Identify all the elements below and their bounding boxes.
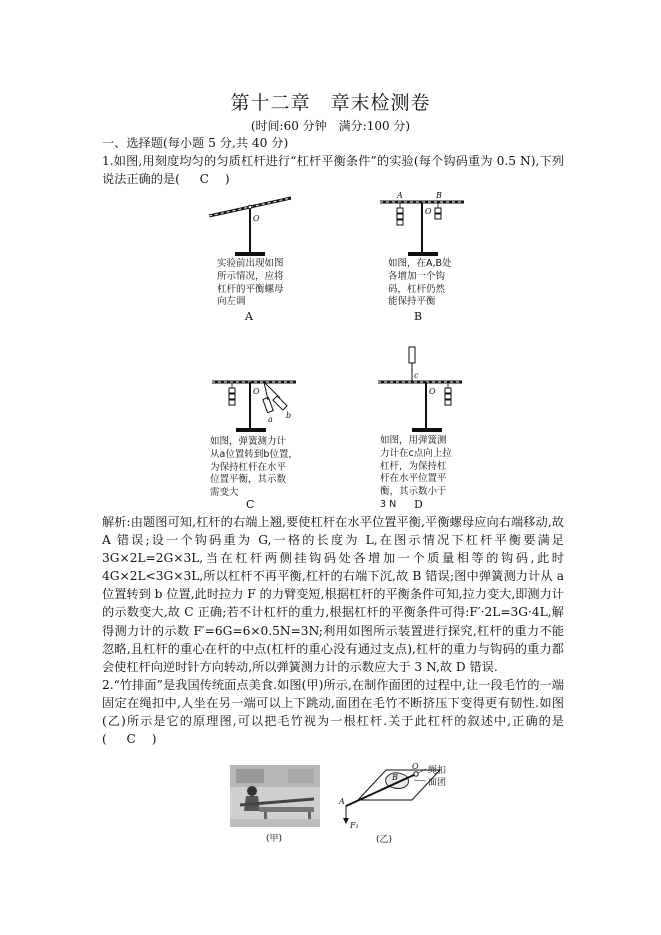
question-2-stem [102, 676, 564, 748]
figure-c-description: 如图，弹簧测力计 从a位置转到b位置， 为保持杠杆在水平 位置平衡，其示数 需变大 [210, 436, 298, 499]
figure-yi [336, 760, 448, 845]
question-1-stem [102, 152, 564, 188]
fig-yi-label-o: O [412, 762, 419, 771]
figure-jia-photo [230, 765, 320, 827]
page-subtitle: (时间:60 分钟 满分:100 分) [250, 119, 411, 133]
fig-yi-label-a: A [339, 797, 345, 806]
figure-b-description: 如图，在A,B处 各增加一个钩 码，杠杆仍然 能保持平衡 [388, 258, 452, 308]
fig-yi-label-b: B [392, 773, 398, 782]
figure-a-description: 实验前出现如图 所示情况，应将 杠杆的平衡螺母 向左调 [217, 258, 284, 308]
figure-c-letter: C [246, 498, 255, 511]
figure-yi-caption: (乙) [376, 835, 393, 845]
fig-b-label-a: A [397, 191, 403, 200]
fig-c-label-o: O [253, 387, 260, 396]
q1-stem-close: ) [224, 172, 230, 187]
figure-a [205, 190, 295, 323]
figure-d-description: 如图，用弹簧测 力计在c点向上拉 杠杆，为保持杠 杆在水平位置平 衡，其示数小于 3 N [380, 435, 452, 510]
fig-a-label-o: O [253, 214, 260, 223]
q2-stem-text: 2.“竹排面”是我国传统面点美食.如图(甲)所示,在制作面团的过程中,让一段毛竹的一端固定在绳扣中,人坐在另一端可以上下跳动,面团在毛竹不断挤压下变得更有韧性.如图(乙)所示是它的原理图,可以把毛竹视为一根杠杆.关于此杠杆的叙述中,正确的是( [102, 677, 564, 747]
fig-c-label-b: b [286, 411, 292, 420]
fig-b-label-o: O [425, 207, 432, 216]
figure-jia [230, 765, 320, 844]
figure-jia-caption: (甲) [266, 834, 283, 844]
figure-d-letter: D [414, 498, 423, 511]
fig-yi-label-rope: 绳扣 [428, 766, 447, 776]
figure-b-letter: B [414, 310, 423, 323]
fig-b-label-b: B [436, 191, 442, 200]
figure-b-drawing [378, 190, 468, 260]
q2-stem-close: ) [151, 732, 157, 747]
fig-c-label-a: a [268, 415, 273, 424]
fig-yi-label-f1: F₁ [350, 821, 359, 830]
q2-answer: C [126, 732, 142, 747]
q1-answer: C [199, 172, 215, 187]
page-title: 第十二章 章末检测卷 [230, 92, 431, 114]
figure-a-letter: A [245, 310, 253, 323]
fig-d-label-c: c [414, 371, 419, 380]
q1-stem-text: 1.如图,用刻度均匀的匀质杠杆进行“杠杆平衡条件”的实验(每个钩码重为 0.5 N),下列说法正确的是( [102, 154, 564, 187]
section-heading: 一、选择题(每小题 5 分,共 40 分) [102, 136, 289, 150]
figure-a-drawing [205, 190, 295, 260]
fig-yi-label-dough: 面团 [428, 778, 447, 788]
figure-b [378, 190, 468, 323]
fig-d-label-o: O [429, 387, 436, 396]
figure-c [210, 370, 300, 511]
figure-c-drawing [210, 370, 300, 435]
figure-d [376, 345, 466, 511]
figure-d-drawing [376, 345, 466, 435]
q1-analysis-block [102, 513, 564, 748]
q1-block [102, 134, 564, 188]
q1-analysis: 解析:由题图可知,杠杆的右端上翘,要使杠杆在水平位置平衡,平衡螺母应向右端移动,故 A 错误;设一个钩码重为 G,一格的长度为 L,在图示情况下杠杆平衡要满足 3G×2L=2G×3L,当在杠杆两侧挂钩码处各增加一个质量相等的钩码,此时 4G×2L<3G×3L,所以杠杆不再平衡,杠杆的右端下沉,故 B 错误;图中弹簧测力计从 a 位置转到 b 位置,此时拉力 F 的力臂变短,根据杠杆的平衡条件可知,拉力变大,即测力计的示数变大,故 C 正确;若不计杠杆的重力,根据杠杆的平衡条件可得:F′·2L=3G·4L,解得测力计的示数 F′=6G=6×0.5N=3N;利用如图所示装置进行探究,杠杆的重力不能忽略,且杠杆的重心在杆的中点(杠杆的重心没有通过支点),杠杆的重力与钩码的重力都会使杠杆向逆时针方向转动,所以弹簧测力计的示数应大于 3 N,故 D 错误. [102, 515, 564, 674]
